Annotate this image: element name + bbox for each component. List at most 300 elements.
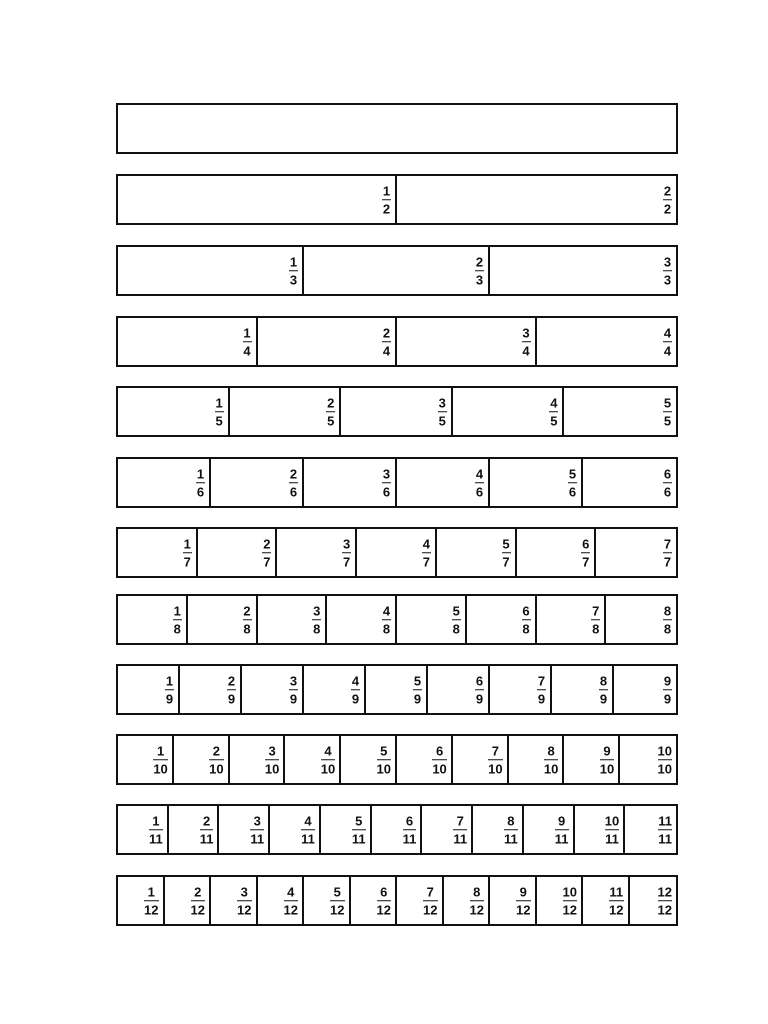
fraction-strip-11 — [116, 804, 678, 855]
fraction-bar — [173, 619, 182, 621]
fraction-label — [377, 884, 391, 918]
fraction-cell — [169, 806, 220, 853]
fraction-cell — [118, 388, 230, 435]
fraction-label — [663, 254, 672, 288]
fraction-denominator: 9 — [413, 691, 422, 707]
fraction-cell — [277, 529, 357, 576]
fraction-denominator: 11 — [351, 831, 366, 847]
fraction-cell — [428, 666, 490, 713]
fraction-numerator: 2 — [243, 602, 251, 618]
fraction-denominator: 7 — [263, 554, 271, 570]
fraction-label — [312, 603, 321, 637]
fraction-label — [330, 884, 344, 918]
fraction-bar — [262, 552, 271, 554]
fraction-denominator: 3 — [663, 272, 672, 288]
fraction-bar — [537, 689, 546, 691]
fraction-numerator: 4 — [550, 394, 558, 410]
fraction-numerator: 4 — [304, 812, 312, 828]
fraction-label — [470, 884, 484, 918]
fraction-numerator: 3 — [313, 602, 321, 618]
fraction-bar — [153, 759, 167, 761]
fraction-bar — [516, 900, 530, 902]
fraction-cell — [575, 806, 626, 853]
fraction-bar — [663, 619, 672, 621]
fraction-denominator: 6 — [568, 484, 577, 500]
fraction-label — [403, 813, 417, 847]
fraction-denominator: 12 — [657, 902, 672, 918]
fraction-label — [522, 603, 531, 637]
fraction-denominator: 5 — [438, 413, 446, 429]
fraction-label — [658, 743, 672, 777]
fraction-numerator: 8 — [663, 602, 672, 618]
fraction-denominator: 7 — [663, 554, 672, 570]
fraction-numerator: 6 — [380, 883, 388, 899]
fraction-bar — [382, 619, 391, 621]
fraction-cell — [453, 388, 565, 435]
fraction-denominator: 11 — [402, 831, 417, 847]
fraction-label — [663, 536, 672, 570]
fraction-denominator: 10 — [153, 761, 168, 777]
fraction-denominator: 9 — [663, 691, 672, 707]
fraction-numerator: 5 — [380, 742, 388, 758]
fraction-bar — [243, 619, 252, 621]
fraction-bar — [658, 829, 672, 831]
fraction-denominator: 7 — [502, 554, 510, 570]
fraction-cell — [118, 736, 174, 783]
fraction-cell — [583, 459, 676, 506]
fraction-numerator: 5 — [663, 394, 672, 410]
fraction-numerator: 3 — [268, 742, 276, 758]
fraction-label — [568, 466, 577, 500]
fraction-strip-8 — [116, 594, 678, 645]
fraction-label — [663, 673, 672, 707]
fraction-bar — [382, 199, 391, 201]
fraction-bar — [599, 689, 608, 691]
fraction-label — [209, 743, 223, 777]
fraction-label — [413, 673, 422, 707]
fraction-bar — [452, 619, 461, 621]
fraction-label — [432, 743, 446, 777]
fraction-numerator: 7 — [426, 883, 434, 899]
fraction-label — [504, 813, 518, 847]
fraction-denominator: 5 — [327, 413, 335, 429]
fraction-label — [227, 673, 236, 707]
fraction-numerator: 4 — [663, 324, 672, 340]
fraction-label — [488, 743, 502, 777]
fraction-bar — [200, 829, 214, 831]
fraction-bar — [377, 759, 391, 761]
fraction-denominator: 11 — [453, 831, 468, 847]
fraction-numerator: 6 — [435, 742, 444, 758]
fraction-bar — [289, 689, 298, 691]
fraction-numerator: 3 — [382, 465, 391, 481]
fraction-label — [153, 743, 167, 777]
fraction-cell — [118, 247, 304, 294]
fraction-label — [382, 466, 391, 500]
fraction-bar — [191, 900, 205, 902]
fraction-cell — [422, 806, 473, 853]
fraction-label — [289, 466, 298, 500]
fraction-label — [183, 536, 192, 570]
fraction-label — [243, 603, 252, 637]
fraction-cell — [524, 806, 575, 853]
fraction-label — [522, 325, 531, 359]
fraction-numerator: 6 — [582, 535, 590, 551]
fraction-cell — [473, 806, 524, 853]
fraction-bar — [658, 900, 672, 902]
fraction-cell — [444, 877, 491, 924]
fraction-label — [475, 466, 484, 500]
fraction-label — [200, 813, 214, 847]
fraction-denominator: 4 — [243, 343, 251, 359]
fraction-numerator: 2 — [289, 465, 298, 481]
fraction-bar — [663, 411, 672, 413]
fraction-bar — [352, 829, 366, 831]
fraction-label — [658, 813, 672, 847]
fraction-label — [265, 743, 279, 777]
fraction-cell — [537, 596, 607, 643]
fraction-numerator: 4 — [287, 883, 295, 899]
fraction-numerator: 2 — [263, 535, 271, 551]
fraction-bar — [237, 900, 251, 902]
fraction-cell — [118, 806, 169, 853]
fraction-bar — [196, 482, 205, 484]
fraction-cell — [304, 666, 366, 713]
fraction-numerator: 4 — [324, 742, 332, 758]
fraction-denominator: 12 — [190, 902, 205, 918]
fraction-label — [475, 254, 484, 288]
fraction-denominator: 8 — [173, 621, 181, 637]
fraction-label — [289, 254, 298, 288]
fraction-cell — [583, 877, 630, 924]
fraction-strip-7 — [116, 527, 678, 578]
fraction-denominator: 5 — [215, 413, 223, 429]
fraction-label — [289, 673, 298, 707]
fraction-bar — [423, 900, 437, 902]
fraction-strip-12 — [116, 875, 678, 926]
fraction-cell — [630, 877, 677, 924]
fraction-label — [475, 673, 484, 707]
fraction-denominator: 7 — [343, 554, 351, 570]
fraction-denominator: 7 — [183, 554, 191, 570]
fraction-numerator: 4 — [382, 602, 391, 618]
fraction-numerator: 4 — [475, 465, 484, 481]
fraction-numerator: 3 — [343, 535, 351, 551]
fraction-cell — [366, 666, 428, 713]
fraction-denominator: 6 — [475, 484, 484, 500]
fraction-numerator: 1 — [289, 253, 298, 269]
fraction-cell — [397, 176, 676, 223]
fraction-cell — [564, 736, 620, 783]
fraction-cell — [118, 529, 198, 576]
fraction-bar — [568, 482, 577, 484]
fraction-cell — [165, 877, 212, 924]
fraction-cell — [372, 806, 423, 853]
fraction-cell — [357, 529, 437, 576]
fraction-bar — [377, 900, 391, 902]
fraction-denominator: 11 — [605, 831, 619, 847]
fraction-label — [423, 884, 437, 918]
fraction-cell — [258, 318, 398, 365]
fraction-label — [149, 813, 163, 847]
fraction-cell — [596, 529, 676, 576]
fraction-bar — [321, 759, 335, 761]
fraction-cell — [537, 877, 584, 924]
fraction-denominator: 11 — [554, 831, 569, 847]
fraction-bar — [475, 482, 484, 484]
fraction-label — [452, 603, 461, 637]
fraction-bar — [183, 552, 192, 554]
fraction-denominator: 6 — [663, 484, 672, 500]
fraction-cell — [118, 318, 258, 365]
fraction-bar — [522, 619, 531, 621]
fraction-numerator: 1 — [165, 672, 174, 688]
fraction-denominator: 10 — [209, 761, 224, 777]
fraction-label — [600, 743, 614, 777]
fraction-denominator: 10 — [488, 761, 503, 777]
fraction-label — [453, 813, 467, 847]
fraction-label — [563, 884, 577, 918]
fraction-bar — [144, 900, 158, 902]
fraction-denominator: 10 — [320, 761, 336, 777]
fraction-label — [438, 395, 447, 429]
fraction-bar — [382, 341, 391, 343]
fraction-denominator: 5 — [663, 413, 672, 429]
fraction-cell — [341, 736, 397, 783]
fraction-bar — [563, 900, 577, 902]
fraction-numerator: 3 — [289, 672, 298, 688]
fraction-label — [555, 813, 569, 847]
fraction-cell — [341, 388, 453, 435]
fraction-numerator: 1 — [173, 602, 181, 618]
fraction-denominator: 12 — [330, 902, 345, 918]
fraction-numerator: 3 — [438, 394, 446, 410]
fraction-bar — [555, 829, 569, 831]
fraction-denominator: 7 — [582, 554, 590, 570]
fraction-denominator: 8 — [592, 621, 600, 637]
fraction-label — [262, 536, 271, 570]
fraction-cell — [211, 877, 258, 924]
fraction-denominator: 2 — [663, 201, 672, 217]
fraction-denominator: 6 — [382, 484, 391, 500]
fraction-cell — [230, 388, 342, 435]
fraction-denominator: 4 — [382, 343, 391, 359]
fraction-cell — [258, 596, 328, 643]
fraction-numerator: 6 — [663, 465, 672, 481]
fraction-cell — [174, 736, 230, 783]
fraction-bar — [301, 829, 315, 831]
fraction-label — [502, 536, 511, 570]
fraction-bar — [209, 759, 223, 761]
fraction-label — [663, 603, 672, 637]
fraction-cell — [490, 877, 537, 924]
fraction-bar — [658, 759, 672, 761]
fraction-numerator: 6 — [475, 672, 484, 688]
fraction-denominator: 10 — [376, 761, 391, 777]
fraction-cell — [304, 459, 397, 506]
fraction-numerator: 5 — [333, 883, 341, 899]
fraction-denominator: 9 — [537, 691, 546, 707]
fraction-label — [581, 536, 590, 570]
fraction-numerator: 9 — [558, 812, 566, 828]
fraction-denominator: 10 — [432, 761, 447, 777]
fraction-denominator: 10 — [599, 761, 615, 777]
fraction-bar — [403, 829, 417, 831]
fraction-denominator: 10 — [543, 761, 559, 777]
fraction-label — [351, 673, 360, 707]
fraction-cell — [490, 247, 676, 294]
fraction-numerator: 2 — [475, 253, 484, 269]
fraction-denominator: 8 — [382, 621, 391, 637]
fraction-label — [663, 325, 672, 359]
fraction-cell — [270, 806, 321, 853]
fraction-label — [284, 884, 298, 918]
fraction-strip-3 — [116, 245, 678, 296]
fraction-label — [516, 884, 530, 918]
fraction-denominator: 9 — [599, 691, 608, 707]
fraction-denominator: 5 — [550, 413, 558, 429]
fraction-cell — [537, 318, 677, 365]
fraction-numerator: 3 — [240, 883, 248, 899]
fraction-label — [215, 395, 224, 429]
fraction-cell — [397, 459, 490, 506]
fraction-cell — [509, 736, 565, 783]
fraction-cell — [564, 388, 676, 435]
fraction-strip-2 — [116, 174, 678, 225]
fraction-cell — [321, 806, 372, 853]
fraction-bar — [382, 482, 391, 484]
fraction-denominator: 11 — [250, 831, 265, 847]
fraction-denominator: 9 — [475, 691, 484, 707]
fraction-cell — [118, 176, 397, 223]
fraction-numerator: 5 — [355, 812, 363, 828]
fraction-numerator: 1 — [215, 394, 223, 410]
fraction-bar — [475, 270, 484, 272]
fraction-cell — [467, 596, 537, 643]
fraction-bar — [312, 619, 321, 621]
fraction-bar — [289, 482, 298, 484]
fraction-label — [301, 813, 315, 847]
fraction-numerator: 2 — [327, 394, 335, 410]
fraction-cell — [285, 736, 341, 783]
fraction-bar — [227, 689, 236, 691]
fraction-cell — [118, 666, 180, 713]
fraction-cell — [198, 529, 278, 576]
fraction-cell — [620, 736, 676, 783]
fraction-bar — [250, 829, 264, 831]
fraction-bar — [243, 341, 252, 343]
fraction-numerator: 5 — [452, 602, 460, 618]
fraction-cell — [625, 806, 676, 853]
fraction-numerator: 3 — [253, 812, 261, 828]
fraction-denominator: 12 — [562, 902, 577, 918]
fraction-denominator: 8 — [663, 621, 672, 637]
fraction-bar — [453, 829, 467, 831]
fraction-denominator: 12 — [609, 902, 624, 918]
fraction-numerator: 2 — [382, 324, 391, 340]
fraction-denominator: 9 — [165, 691, 174, 707]
fraction-numerator: 1 — [382, 182, 391, 198]
fraction-label — [549, 395, 558, 429]
fraction-bar — [663, 341, 672, 343]
fraction-numerator: 9 — [663, 672, 672, 688]
fraction-denominator: 11 — [301, 831, 315, 847]
fraction-cell — [614, 666, 676, 713]
fraction-bar — [470, 900, 484, 902]
fraction-bar — [284, 900, 298, 902]
fraction-bar — [591, 619, 600, 621]
fraction-cell — [118, 877, 165, 924]
fraction-denominator: 6 — [289, 484, 298, 500]
fraction-bar — [265, 759, 279, 761]
fraction-bar — [342, 552, 351, 554]
fraction-label — [382, 325, 391, 359]
fraction-cell — [118, 459, 211, 506]
fraction-denominator: 11 — [658, 831, 672, 847]
fraction-denominator: 12 — [283, 902, 298, 918]
fraction-bar — [351, 689, 360, 691]
fraction-numerator: 9 — [519, 883, 527, 899]
fraction-denominator: 12 — [469, 902, 484, 918]
fraction-strip-1 — [116, 103, 678, 154]
fraction-label — [537, 673, 546, 707]
fraction-denominator: 4 — [522, 343, 530, 359]
fraction-numerator: 12 — [657, 883, 672, 899]
fraction-cell — [490, 666, 552, 713]
fraction-numerator: 1 — [156, 742, 165, 758]
fraction-bar — [330, 900, 344, 902]
fraction-denominator: 8 — [313, 621, 321, 637]
fraction-denominator: 9 — [289, 691, 298, 707]
fraction-numerator: 3 — [663, 253, 672, 269]
fraction-label — [422, 536, 431, 570]
fraction-cell — [118, 596, 188, 643]
fraction-bar — [504, 829, 518, 831]
fraction-denominator: 12 — [144, 902, 159, 918]
fraction-label — [196, 466, 205, 500]
fraction-cell — [437, 529, 517, 576]
fraction-numerator: 1 — [196, 465, 205, 481]
fraction-numerator: 4 — [422, 535, 430, 551]
fraction-label — [605, 813, 619, 847]
fraction-numerator: 2 — [202, 812, 211, 828]
fraction-label — [663, 466, 672, 500]
fraction-numerator: 5 — [502, 535, 510, 551]
fraction-denominator: 12 — [423, 902, 438, 918]
fraction-bar — [544, 759, 558, 761]
fraction-bar — [549, 411, 558, 413]
fraction-denominator: 6 — [196, 484, 205, 500]
fraction-label — [237, 884, 251, 918]
fraction-label — [326, 395, 335, 429]
fraction-cell — [188, 596, 258, 643]
fraction-cell — [211, 459, 304, 506]
fraction-cell — [552, 666, 614, 713]
fraction-bar — [149, 829, 163, 831]
fraction-label — [250, 813, 264, 847]
fraction-strip-4 — [116, 316, 678, 367]
fraction-numerator: 8 — [473, 883, 481, 899]
fraction-numerator: 1 — [152, 812, 160, 828]
fraction-numerator: 1 — [243, 324, 251, 340]
fraction-label — [144, 884, 158, 918]
fraction-bar — [581, 552, 590, 554]
fraction-cell — [517, 529, 597, 576]
fraction-numerator: 5 — [568, 465, 577, 481]
fraction-denominator: 11 — [148, 831, 163, 847]
fraction-denominator: 8 — [452, 621, 460, 637]
fraction-label — [191, 884, 205, 918]
